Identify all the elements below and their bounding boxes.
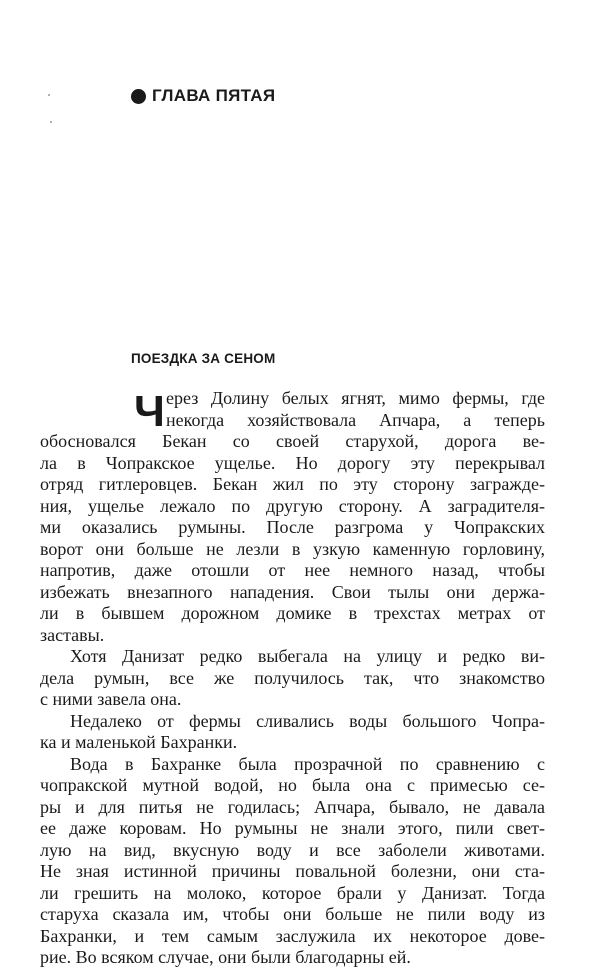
text-line: дела румын, все же получилось так, что знакомство: [40, 667, 545, 688]
text-line: ли в бывшем дорожном домике в трехстах метрах от: [40, 603, 545, 623]
chapter-heading: [131, 86, 275, 106]
text-line: ерез Долину белых ягнят, мимо фермы, где: [166, 388, 545, 408]
chapter-title: ГЛАВА ПЯТАЯ: [152, 86, 276, 105]
text-line: ли грешить на молоко, которое брали у Данизат. Тогда: [40, 882, 545, 903]
section-title: ПОЕЗДКА ЗА СЕНОМ: [131, 351, 276, 366]
text-line: старуха сказала им, чтобы они больше не пили воду из: [40, 904, 545, 924]
first-paragraph-start: [40, 387, 545, 436]
text-line: ла в Чопракское ущелье. Но дорогу эту перекрывал: [40, 452, 545, 473]
margin-speck: [50, 121, 52, 123]
text-line: ка и маленькой Бахранки.: [40, 732, 238, 752]
text-line: напротив, даже отошли от нее немного назад, чтобы: [40, 560, 545, 580]
text-line: Хотя Данизат редко выбегала на улицу и редко ви-: [70, 646, 545, 666]
text-line: Бахранки, и тем самым заслужила их некоторое дове-: [40, 925, 545, 946]
text-line: Недалеко от фермы сливались воды большого Чопра-: [70, 710, 545, 731]
text-line: Вода в Бахранке была прозрачной по сравнению с: [70, 753, 545, 774]
text-line: ния, ущелье лежало по другую сторону. А заградителя-: [40, 495, 545, 516]
text-line: отряд гитлеровцев. Бекан жил по эту сторону загражде-: [40, 474, 545, 494]
text-line: лую на вид, вкусную воду и все заболели животами.: [40, 839, 545, 860]
text-line: ми оказались румыны. После разгрома у Чопракских: [40, 517, 545, 537]
drop-cap: Ч: [134, 387, 165, 436]
text-line: с ними завела она.: [40, 689, 182, 709]
margin-speck: [48, 94, 50, 96]
text-line: некогда хозяйствовала Апчара, а теперь: [166, 409, 545, 430]
text-line: ворот они больше не лезли в узкую каменную горловину,: [40, 538, 545, 559]
body-text: [40, 388, 545, 969]
text-line: ее даже коровам. Но румыны не знали этого, пили свет-: [40, 818, 545, 838]
bullet-icon: [131, 89, 146, 104]
text-line: рие. Во всяком случае, они были благодарны ей.: [40, 947, 411, 967]
text-line: Не зная истинной причины повальной болезни, они ста-: [40, 861, 545, 881]
text-line: ры и для питья не годилась; Апчара, бывало, не давала: [40, 796, 545, 817]
text-line: обосновался Бекан со своей старухой, дорога ве-: [40, 431, 545, 451]
text-line: чопракской мутной водой, но была она с примесью се-: [40, 775, 545, 795]
text-line: заставы.: [40, 624, 105, 645]
text-line: избежать внезапного нападения. Свои тылы они держа-: [40, 581, 545, 602]
